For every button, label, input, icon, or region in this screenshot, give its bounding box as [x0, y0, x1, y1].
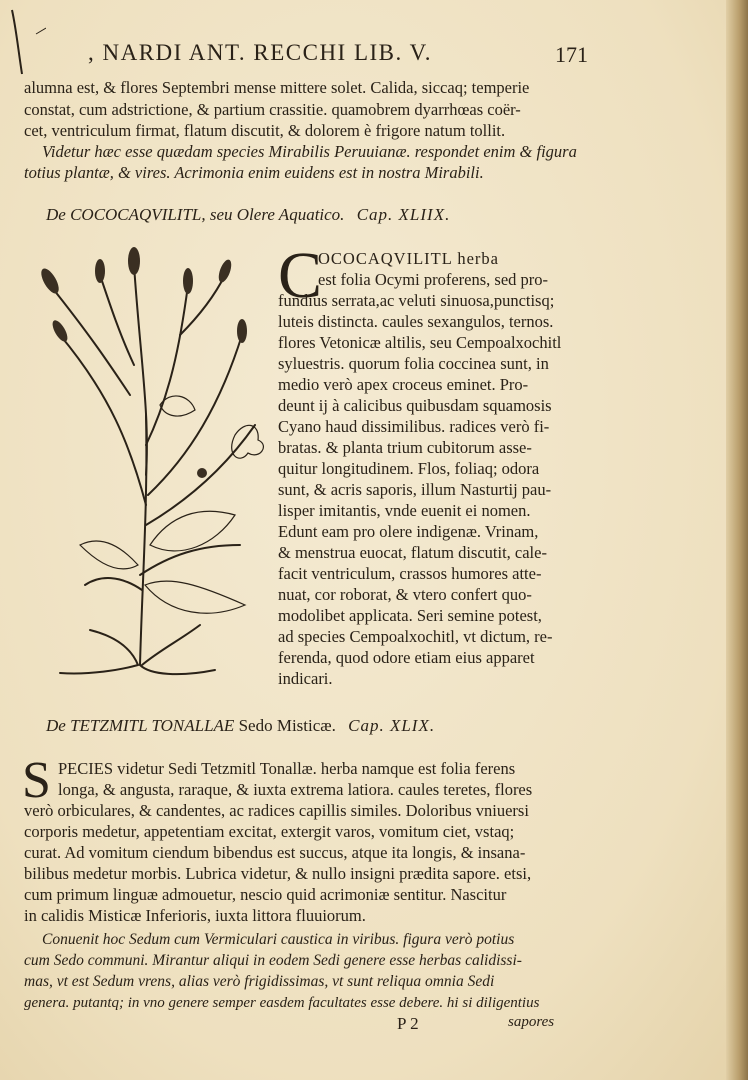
text-line: corporis medetur, appetentiam excitat, extergit varos, vomitum ciet, vstaq; [24, 822, 515, 841]
text-line: alumna est, & flores Septembri mense mittere solet. Calida, siccaq; temperie [24, 78, 530, 97]
text-line: modolibet applicata. Seri semine potest, [278, 606, 542, 625]
text-line: bilibus medetur morbis. Lubrica videtur, & nullo insigni prædita sapore. etsi, [24, 864, 532, 883]
text-line: flores Vetonicæ altilis, seu Cempoalxochitl [278, 333, 562, 352]
page-number: 171 [555, 42, 588, 67]
text-line: constat, cum adstrictione, & partium crassitie. quamobrem dyarrhœas coër- [24, 100, 521, 119]
text-line: cet, ventriculum firmat, flatum discutit, & dolorem è frigore natum tollit. [24, 121, 506, 140]
text-line: sunt, & acris saporis, illum Nasturtij pau- [278, 480, 552, 499]
chapter-number: Cap. XLIX. [348, 716, 436, 735]
chapter-title-roman: Sedo Misticæ. [238, 716, 336, 735]
commentary-line: mas, vt est Sedum vrens, alias verò frigidissimas, vt sunt reliqua omnia Sedi [24, 973, 495, 990]
text-line: facit ventriculum, crassos humores atte- [278, 564, 542, 583]
text-line: fundius serrata,ac veluti sinuosa,punctisq; [278, 291, 555, 310]
text-line: PECIES videtur Sedi Tetzmitl Tonallæ. herba namque est folia ferens [58, 759, 516, 778]
text-line: Edunt eam pro olere indigenæ. Vrinam, [278, 522, 539, 541]
text-line: luteis distincta. caules sexangulos, ternos. [278, 312, 554, 331]
text-line: curat. Ad vomitum ciendum bibendus est succus, atque ita longis, & insana- [24, 843, 526, 862]
running-title: , NARDI ANT. RECCHI LIB. V. [88, 40, 432, 65]
page-gutter-edge [726, 0, 748, 1080]
text-line: verò orbiculares, & candentes, ac radices capillis similes. Doloribus vniuersi [24, 801, 529, 820]
chapter-heading [46, 205, 450, 225]
text-line: & menstrua euocat, flatum discutit, cale- [278, 543, 547, 562]
text-line: deunt ij à calicibus quibusdam squamosis [278, 396, 552, 415]
ink-corner-mark [6, 8, 46, 78]
text-line: lisper imitantis, vnde euenit ei nomen. [278, 501, 531, 520]
text-line: quitur longitudinem. Flos, foliaq; odora [278, 459, 540, 478]
text-line: OCOCAQVILITL herba [318, 249, 499, 268]
commentary-line: Videtur hæc esse quædam species Mirabilis Peruuianæ. respondet enim & figura [42, 142, 577, 161]
chapter-title: De TETZMITL TONALLAE [46, 716, 235, 735]
signature-mark: P 2 [397, 1014, 419, 1033]
commentary-line: genera. putantq; in vno genere semper easdem facultates esse debere. hi si diligentius [24, 995, 540, 1011]
chapter-number: Cap. XLIIX. [356, 205, 451, 224]
catchword: sapores [508, 1014, 555, 1030]
text-line: est folia Ocymi proferens, sed pro- [318, 270, 549, 289]
chapter-heading [46, 716, 435, 736]
running-header [88, 40, 588, 70]
text-line: cum primum linguæ admouetur, nescio quid acrimoniæ sentitur. Nascitur [24, 885, 507, 904]
commentary-line: totius plantæ, & vires. Acrimonia enim euidens est in nostra Mirabili. [24, 163, 484, 182]
commentary-line: cum Sedo communi. Mirantur aliqui in eodem Sedi genere esse herbas calidissi- [24, 952, 522, 969]
text-line: syluestris. quorum folia coccinea sunt, in [278, 354, 549, 373]
text-line: ferenda, quod odore etiam eius apparet [278, 648, 535, 667]
text-line: nuat, cor roborat, & vtero confert quo- [278, 585, 532, 604]
commentary-line: Conuenit hoc Sedum cum Vermiculari caustica in viribus. figura verò potius [42, 931, 515, 948]
text-line: Cyano haud dissimilibus. radices verò fi- [278, 417, 550, 436]
text-line: indicari. [278, 669, 333, 688]
text-line: in calidis Misticæ Inferioris, iuxta littora fluuiorum. [24, 906, 366, 925]
plant-woodcut-illustration [30, 245, 270, 685]
drop-cap-initial: S [22, 752, 51, 809]
text-line: ad species Cempoalxochitl, vt dictum, re- [278, 627, 553, 646]
drop-cap-initial: C [278, 239, 323, 312]
chapter-title: De COCOCAQVILITL, seu Olere Aquatico. [46, 205, 345, 224]
text-line: longa, & angusta, raraque, & iuxta extrema latiora. caules teretes, flores [58, 780, 533, 799]
text-line: medio verò apex croceus eminet. Pro- [278, 375, 529, 394]
text-line: bratas. & planta trium cubitorum asse- [278, 438, 532, 457]
